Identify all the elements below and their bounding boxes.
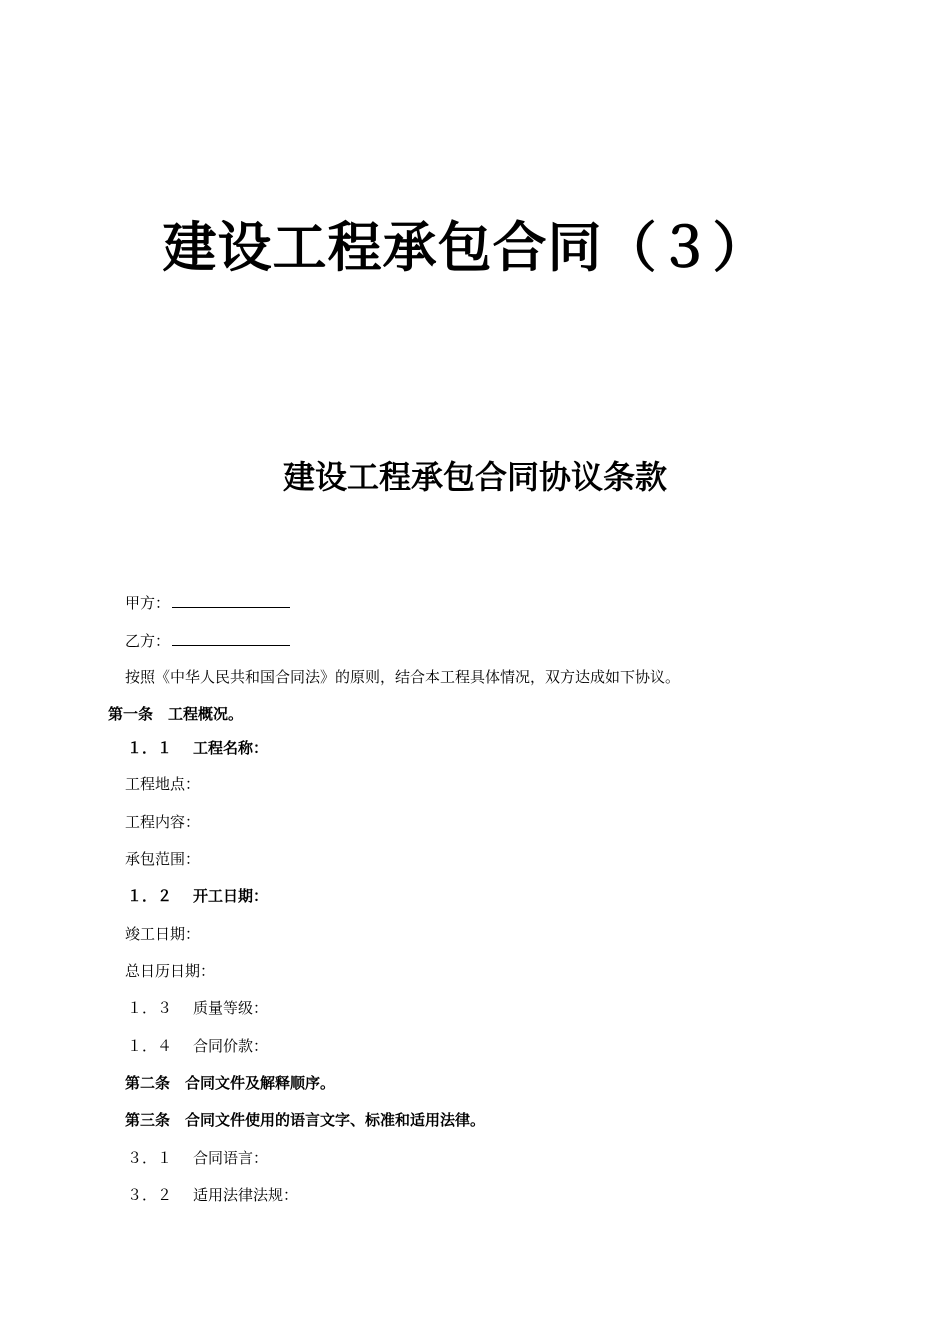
clause-1-1-label: 工程名称：	[193, 739, 269, 757]
article-1-heading: 第一条 工程概况。	[108, 705, 244, 723]
total-days-label: 总日历日期：	[125, 962, 216, 980]
clause-3-2-number: ３．２	[127, 1186, 173, 1204]
clause-3-2-label: 适用法律法规：	[193, 1186, 299, 1204]
completion-date-label: 竣工日期：	[125, 925, 201, 943]
clause-3-2	[127, 1185, 298, 1205]
clause-3-1	[127, 1148, 268, 1168]
document-title: 建设工程承包合同（３）	[162, 215, 768, 279]
preamble-text: 按照《中华人民共和国合同法》的原则，结合本工程具体情况，双方达成如下协议。	[125, 668, 681, 686]
party-b-line	[125, 630, 290, 651]
clause-1-4-label: 合同价款：	[193, 1037, 269, 1055]
article-3-heading: 第三条 合同文件使用的语言文字、标准和适用法律。	[125, 1111, 486, 1129]
clause-1-2-label: 开工日期：	[193, 887, 269, 905]
clause-1-2-number: １．２	[127, 887, 173, 905]
clause-1-4-number: １．４	[127, 1037, 173, 1055]
article-2-heading: 第二条 合同文件及解释顺序。	[125, 1074, 336, 1092]
party-a-blank	[172, 592, 290, 608]
clause-1-2	[127, 886, 268, 906]
clause-1-4	[127, 1036, 268, 1056]
clause-1-1-number: １．１	[127, 739, 173, 757]
party-a-label: 甲方：	[125, 594, 171, 612]
party-a-line	[125, 592, 290, 613]
clause-1-3	[127, 998, 268, 1018]
clause-3-1-number: ３．１	[127, 1149, 173, 1167]
project-location-label: 工程地点：	[125, 775, 201, 793]
clause-1-3-label: 质量等级：	[193, 999, 269, 1017]
clause-1-1	[127, 738, 268, 758]
contract-scope-label: 承包范围：	[125, 850, 201, 868]
clause-1-3-number: １．３	[127, 999, 173, 1017]
clause-3-1-label: 合同语言：	[193, 1149, 269, 1167]
project-content-label: 工程内容：	[125, 813, 201, 831]
party-b-blank	[172, 630, 290, 646]
party-b-label: 乙方：	[125, 632, 171, 650]
document-subtitle: 建设工程承包合同协议条款	[282, 458, 667, 496]
